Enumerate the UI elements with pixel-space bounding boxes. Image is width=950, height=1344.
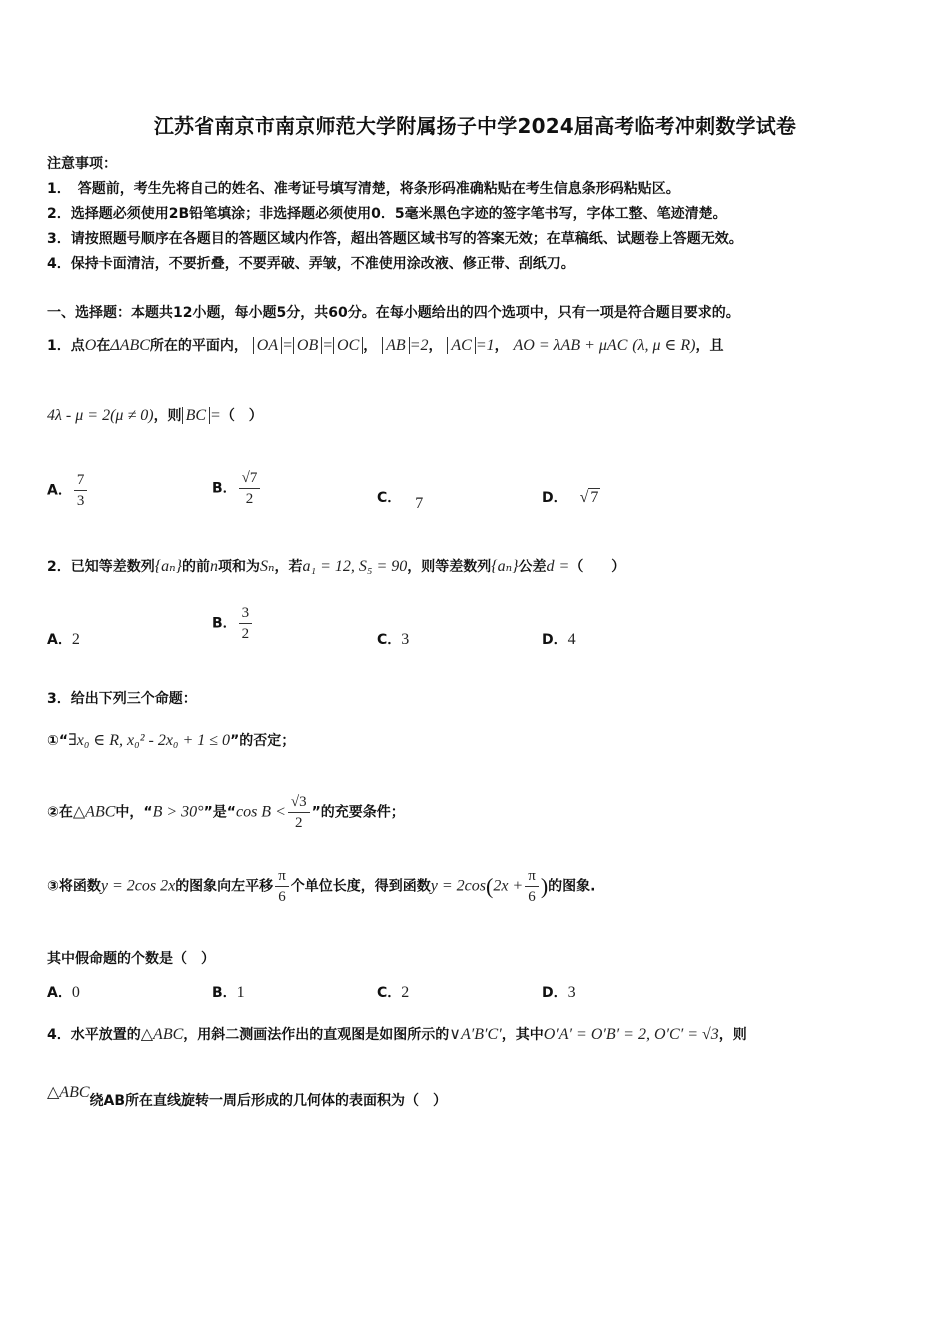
q2-sum: Sₙ xyxy=(260,558,275,575)
option-value: 1 xyxy=(236,984,245,1001)
q1-condition-equal-lengths xyxy=(253,337,363,354)
option-label: D． xyxy=(542,985,568,1001)
q1-abs-ab: AB xyxy=(382,337,410,354)
option-label: B． xyxy=(212,615,237,632)
option-value: 2 xyxy=(401,984,410,1001)
q1-answer-blank: （ ） xyxy=(220,408,263,424)
q3-option-c[interactable] xyxy=(377,982,409,1002)
q4-text: ，其中 xyxy=(501,1027,544,1043)
q1-option-a[interactable] xyxy=(47,470,89,511)
q1-ac-value: =1 xyxy=(475,337,495,354)
q1-text: 在 xyxy=(96,338,111,354)
fraction xyxy=(288,792,310,833)
notice-heading: 注意事项： xyxy=(47,156,117,172)
q3-ask: 其中假命题的个数是（ ） xyxy=(47,951,215,967)
q3-proposition-1 xyxy=(47,730,295,750)
q1-abs-oa: OA xyxy=(253,337,282,354)
sqrt-sign: √ xyxy=(579,489,589,506)
notice-item-2: 2．选择题必须使用2B铅笔填涂；非选择题必须使用0．5毫米黑色字迹的签字笔书写，字体工整、笔迹清楚。 xyxy=(47,206,727,222)
q4-intuitive-triangle: ∨A′B′C′ xyxy=(449,1026,502,1043)
option-label: B． xyxy=(212,985,237,1001)
q4-text: ，用斜二测画法作出的直观图是如图所示的 xyxy=(183,1027,450,1043)
q3-option-a[interactable] xyxy=(47,982,80,1002)
q1-sep: ， xyxy=(428,338,443,354)
option-value: 4 xyxy=(567,631,576,648)
q1-ab-value: =2 xyxy=(409,337,429,354)
question-1-line-2 xyxy=(47,405,263,425)
q1-abs-oc: OC xyxy=(333,337,363,354)
q3-text: ”的否定； xyxy=(230,733,296,749)
q1-triangle: ΔABC xyxy=(110,337,150,354)
option-value: 3 xyxy=(567,984,576,1001)
denominator: 3 xyxy=(76,493,85,509)
option-label: D． xyxy=(542,632,568,648)
q2-option-c[interactable] xyxy=(377,629,409,649)
q1-eq: = xyxy=(282,337,293,354)
option-label: B． xyxy=(212,480,237,497)
q2-option-a[interactable] xyxy=(47,629,80,649)
denominator: 2 xyxy=(294,815,303,831)
q1-eq: = xyxy=(322,337,334,354)
left-paren: ( xyxy=(486,873,494,899)
option-value: 3 xyxy=(401,631,410,648)
q3-text: 个单位长度，得到函数 xyxy=(290,878,431,895)
q1-option-b[interactable] xyxy=(212,468,262,509)
fraction xyxy=(239,468,261,509)
q3-text: ”的充要条件； xyxy=(311,804,405,821)
q3-text: 的图象向左平移 xyxy=(175,878,274,895)
q3-p3-result-function: y = 2cos xyxy=(430,877,486,895)
option-label: D． xyxy=(542,490,568,506)
option-label: A． xyxy=(47,482,72,499)
q2-answer-blank: （ ） xyxy=(569,559,626,575)
option-value: 7 xyxy=(590,489,599,506)
q3-p3-function: y = 2cos 2x xyxy=(100,877,176,895)
denominator: 6 xyxy=(528,889,536,905)
q1-prefix: 1．点 xyxy=(47,338,85,354)
numerator: √3 xyxy=(288,792,310,813)
q3-option-d[interactable] xyxy=(542,982,576,1002)
notice-item-4: 4．保持卡面清洁，不要折叠，不要弄破、弄皱，不准使用涂改液、修正带、刮纸刀。 xyxy=(47,256,575,272)
q2-n: n xyxy=(210,558,219,575)
q3-p2-cos: cos B < xyxy=(235,803,286,821)
q1-text: ，则 xyxy=(153,408,182,424)
notice-item-1: 1． 答题前，考生先将自己的姓名、准考证号填写清楚，将条形码准确粘贴在考生信息条形码粘贴区。 xyxy=(47,181,680,197)
q1-sep: ， xyxy=(363,338,378,354)
q1-parameter-condition: (λ, μ ∈ R) xyxy=(632,337,696,354)
option-label: A． xyxy=(47,632,72,648)
q3-p2-angle: B > 30° xyxy=(152,803,204,821)
q3-p3-argument: 2x + xyxy=(493,877,524,895)
q1-bc-magnitude xyxy=(182,407,221,424)
numerator: π xyxy=(275,866,289,887)
q1-sep: ， xyxy=(494,338,509,354)
q2-text: 公差 xyxy=(518,559,547,575)
q1-abs-bc: BC xyxy=(182,407,210,424)
q3-text: ①“ xyxy=(47,733,69,749)
q3-text: ②在 xyxy=(47,804,73,821)
q3-text: 中，“ xyxy=(115,804,153,821)
q1-vector-equation: AO = λAB + μAC xyxy=(513,337,628,354)
q2-sequence: {aₙ} xyxy=(154,558,183,575)
q4-triangle: △ABC xyxy=(47,1084,90,1101)
section-heading-choice: 一、选择题：本题共12小题，每小题5分，共60分。在每小题给出的四个选项中，只有一项是符合题目要求的。 xyxy=(47,305,740,321)
q2-text: 的前 xyxy=(182,559,211,575)
q1-lambda-mu-equation: 4λ - μ = 2(μ ≠ 0) xyxy=(47,407,154,424)
q3-text: 的图象. xyxy=(548,878,596,895)
question-2 xyxy=(47,556,625,576)
fraction xyxy=(275,866,289,907)
option-value: 2 xyxy=(71,631,80,648)
question-4-line-2 xyxy=(47,1084,448,1110)
q2-option-d[interactable] xyxy=(542,629,576,649)
numerator: √7 xyxy=(239,468,261,489)
q4-prefix: 4．水平放置的 xyxy=(47,1027,141,1043)
question-3-stem: 3．给出下列三个命题： xyxy=(47,691,197,707)
fraction xyxy=(74,470,88,511)
q1-option-d[interactable] xyxy=(542,487,600,507)
q2-given: a₁ = 12, S₅ = 90 xyxy=(302,558,408,575)
q2-text: 项和为 xyxy=(218,559,261,575)
numerator: 7 xyxy=(74,470,88,491)
q1-text: ，且 xyxy=(695,338,724,354)
exam-title: 江苏省南京市南京师范大学附属扬子中学2024届高考临考冲刺数学试卷 xyxy=(153,114,797,138)
q3-p1-math: ∃x₀ ∈ R, x₀² - 2x₀ + 1 ≤ 0 xyxy=(68,732,231,749)
q2-option-b[interactable] xyxy=(212,603,254,644)
q4-given: O′A′ = O′B′ = 2, O′C′ = √3 xyxy=(543,1026,719,1043)
denominator: 2 xyxy=(245,491,254,507)
q2-text: ，若 xyxy=(274,559,303,575)
denominator: 6 xyxy=(278,889,286,905)
option-value: 0 xyxy=(71,984,80,1001)
q1-text: 所在的平面内， xyxy=(149,338,248,354)
option-label: C． xyxy=(377,632,402,648)
q4-triangle: △ABC xyxy=(140,1026,184,1043)
q3-text: ③将函数 xyxy=(47,878,101,895)
q4-text: 绕AB所在直线旋转一周后形成的几何体的表面积为（ ） xyxy=(89,1093,448,1109)
q1-abs-ac: AC xyxy=(447,337,475,354)
q4-text: ，则 xyxy=(718,1027,747,1043)
q1-point: O xyxy=(84,337,97,354)
option-label: C． xyxy=(377,490,402,506)
right-paren: ) xyxy=(540,873,549,899)
numerator: π xyxy=(525,866,539,887)
option-label: A． xyxy=(47,985,72,1001)
q2-text: ，则等差数列 xyxy=(407,559,492,575)
question-4-line-1 xyxy=(47,1024,747,1044)
option-label: C． xyxy=(377,985,402,1001)
q3-option-b[interactable] xyxy=(212,982,245,1002)
numerator: 3 xyxy=(239,603,253,624)
fraction xyxy=(525,866,539,907)
q3-text: ”是“ xyxy=(203,804,236,821)
q1-eq: = xyxy=(210,407,221,424)
q1-option-c[interactable] xyxy=(377,487,424,512)
q2-d: d = xyxy=(546,558,570,575)
notice-item-3: 3．请按照题号顺序在各题目的答题区域内作答，超出答题区域书写的答案无效；在草稿纸、试题卷上答题无效。 xyxy=(47,231,743,247)
q3-proposition-2 xyxy=(47,792,405,833)
fraction xyxy=(239,603,253,644)
denominator: 2 xyxy=(241,626,250,642)
q2-prefix: 2．已知等差数列 xyxy=(47,559,155,575)
q2-sequence: {aₙ} xyxy=(491,558,519,575)
option-value: 7 xyxy=(415,495,424,512)
q1-condition-ab xyxy=(382,337,428,354)
q1-abs-ob: OB xyxy=(293,337,322,354)
q3-proposition-3 xyxy=(47,866,595,907)
q3-triangle: △ABC xyxy=(72,803,116,821)
q1-condition-ac xyxy=(447,337,494,354)
question-1-line-1 xyxy=(47,335,723,355)
